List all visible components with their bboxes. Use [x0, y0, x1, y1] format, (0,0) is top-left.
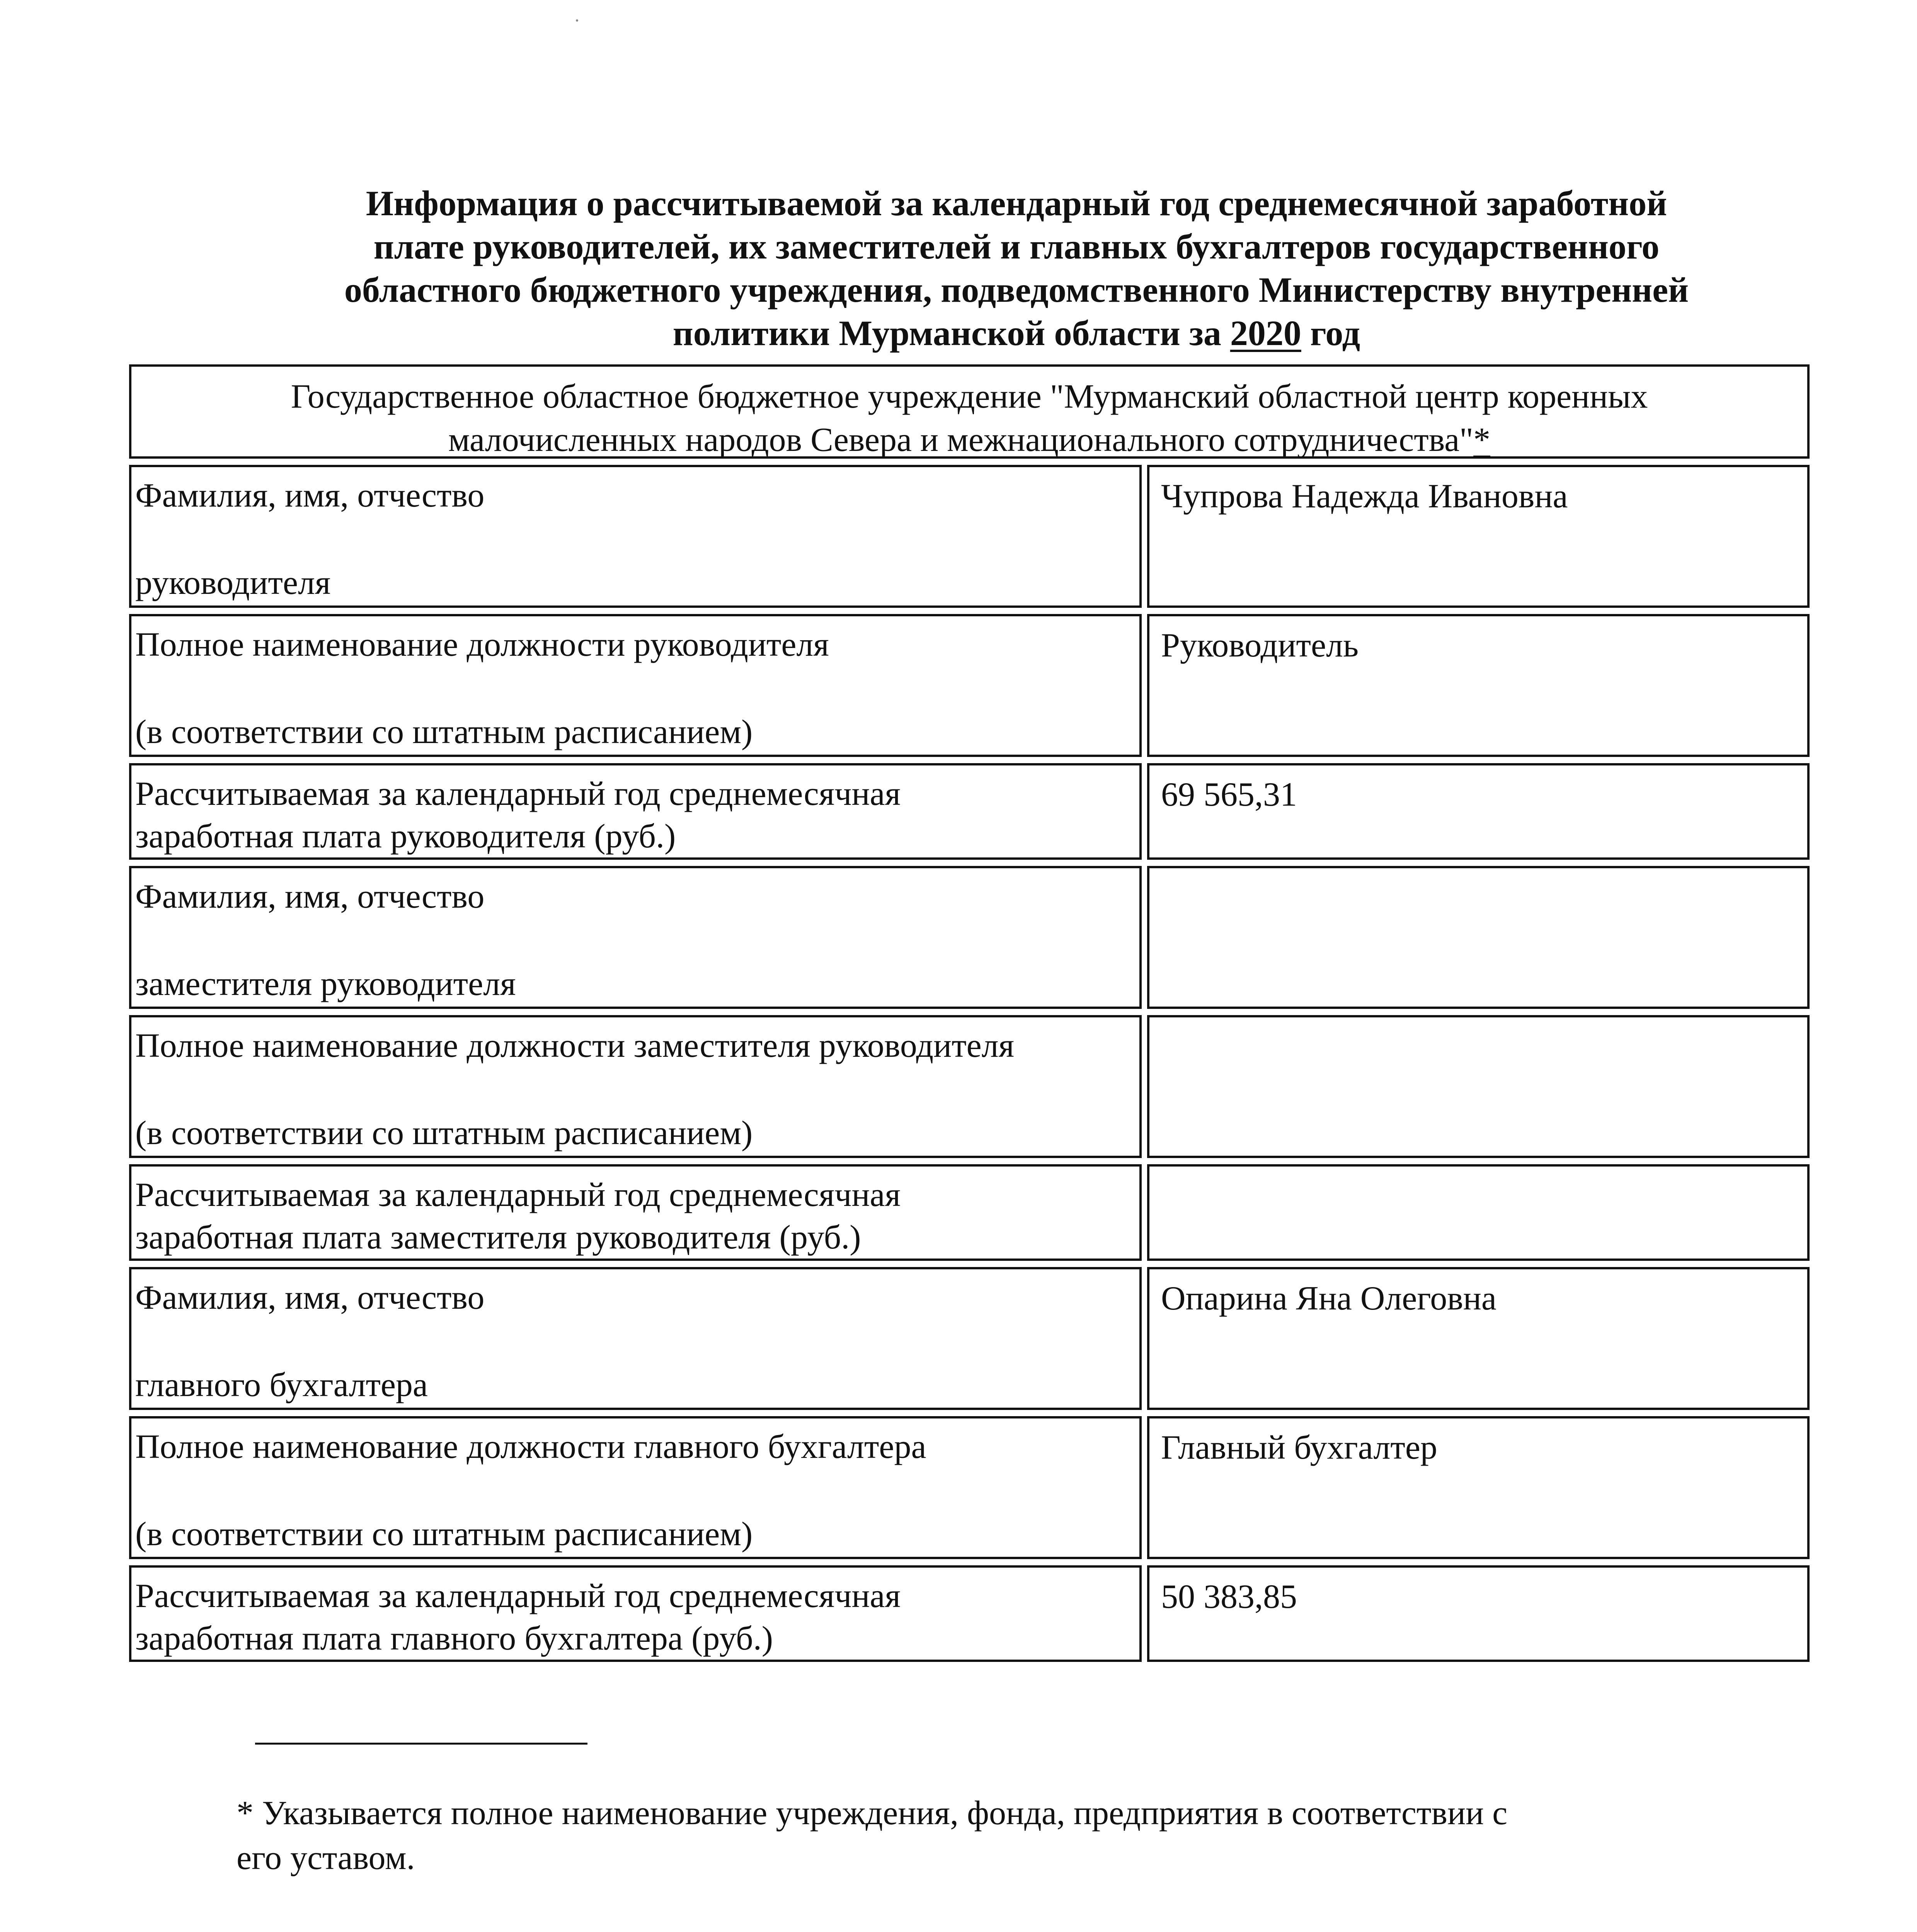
document-title — [247, 182, 1786, 355]
footnote-separator — [255, 1743, 587, 1745]
row-label-line-2: (в соответствии со штатным расписанием) — [135, 1114, 753, 1152]
institution-name-box — [129, 364, 1810, 459]
title-line-1: Информация о рассчитываемой за календарный год среднемесячной заработной — [366, 184, 1667, 223]
title-line-4-prefix: политики Мурманской области за — [672, 313, 1221, 353]
institution-name-line-2-text: малочисленных народов Севера и межнационального сотрудничества" — [448, 421, 1474, 459]
table-row-label — [129, 1267, 1142, 1410]
table-row-value — [1147, 1164, 1810, 1261]
row-label-line-1: Полное наименование должности руководителя — [135, 626, 829, 663]
table-row-value — [1147, 1015, 1810, 1158]
row-label-line-2: заместителя руководителя — [135, 965, 516, 1003]
table-row-label — [129, 1416, 1142, 1559]
table-row-value: Чупрова Надежда Ивановна — [1147, 465, 1810, 608]
table-row-label — [129, 866, 1142, 1009]
row-label-line-2: (в соответствии со штатным расписанием) — [135, 1515, 753, 1553]
table-row-label — [129, 614, 1142, 757]
title-line-4 — [247, 311, 1786, 355]
row-label-line-1: Рассчитываемая за календарный год среднемесячная — [135, 1577, 901, 1615]
footnote — [237, 1791, 1725, 1881]
row-label-line-1: Фамилия, имя, отчество — [135, 878, 485, 915]
table-row-value — [1147, 866, 1810, 1009]
row-label-line-2: (в соответствии со штатным расписанием) — [135, 713, 753, 751]
row-label-line-2: руководителя — [135, 564, 331, 602]
table-row-label — [129, 1565, 1142, 1662]
row-label-line-2: заработная плата руководителя (руб.) — [135, 818, 676, 855]
institution-footnote-mark: * — [1473, 421, 1491, 459]
footnote-line-2: его уставом. — [237, 1839, 415, 1877]
row-label-line-2: заработная плата заместителя руководителя (руб.) — [135, 1219, 861, 1256]
table-row-label — [129, 1164, 1142, 1261]
table-row-value: Главный бухгалтер — [1147, 1416, 1810, 1559]
row-label-line-1: Фамилия, имя, отчество — [135, 477, 485, 514]
table-row-value: Руководитель — [1147, 614, 1810, 757]
table-row-value: 69 565,31 — [1147, 763, 1810, 860]
title-line-2: плате руководителей, их заместителей и главных бухгалтеров государственного — [373, 227, 1660, 266]
institution-name-line-1: Государственное областное бюджетное учреждение "Мурманский областной центр коренных — [291, 378, 1648, 415]
row-label-line-1: Полное наименование должности заместителя руководителя — [135, 1027, 1015, 1065]
title-year: 2020 — [1230, 313, 1301, 353]
table-row-label — [129, 465, 1142, 608]
row-label-line-1: Рассчитываемая за календарный год среднемесячная — [135, 1176, 901, 1214]
institution-name-line-2 — [131, 418, 1807, 462]
table-row-value: Опарина Яна Олеговна — [1147, 1267, 1810, 1410]
row-label-line-2: главного бухгалтера — [135, 1366, 428, 1404]
footnote-line-1: * Указывается полное наименование учреждения, фонда, предприятия в соответствии с — [237, 1794, 1508, 1832]
title-line-3: областного бюджетного учреждения, подведомственного Министерству внутренней — [344, 270, 1689, 310]
row-label-line-1: Рассчитываемая за календарный год среднемесячная — [135, 775, 901, 813]
row-label-line-1: Полное наименование должности главного бухгалтера — [135, 1428, 926, 1466]
table-row-label — [129, 1015, 1142, 1158]
row-label-line-1: Фамилия, имя, отчество — [135, 1279, 485, 1316]
row-label-line-2: заработная плата главного бухгалтера (руб.) — [135, 1620, 773, 1657]
title-line-4-suffix: год — [1310, 313, 1360, 353]
scan-speck — [576, 19, 578, 22]
table-row-value: 50 383,85 — [1147, 1565, 1810, 1662]
table-row-label — [129, 763, 1142, 860]
